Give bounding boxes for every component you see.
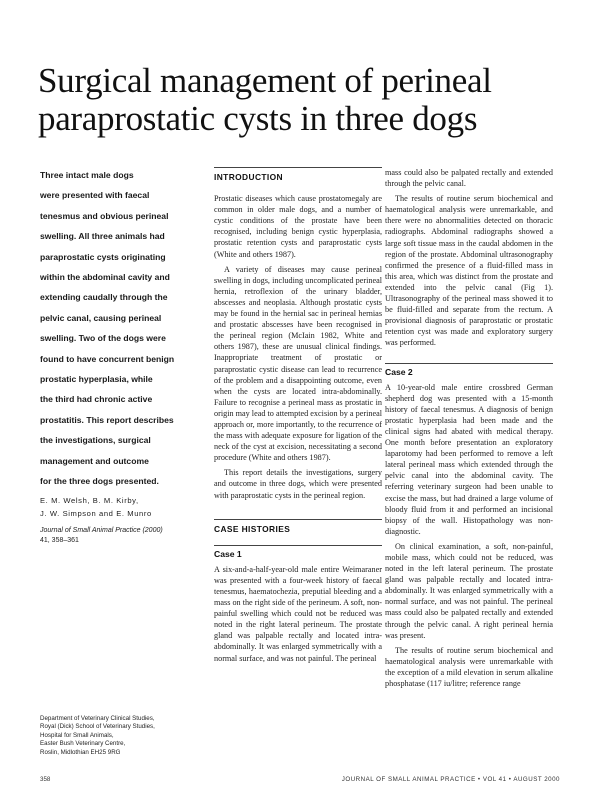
affiliation-line: Easter Bush Veterinary Centre, xyxy=(40,740,126,748)
abstract xyxy=(40,165,210,492)
abstract-line: for the three dogs presented. xyxy=(40,476,159,487)
authors-line-1: E. M. Welsh, B. M. Kirby, xyxy=(40,496,139,505)
abstract-line: paraprostatic cysts originating xyxy=(40,251,166,262)
abstract-line: the third had chronic active xyxy=(40,394,153,405)
citation-journal: Journal of Small Animal Practice (2000) xyxy=(40,527,163,534)
paragraph: A six-and-a-half-year-old male entire Weimaraner was presented with a four-week history of faecal tenesmus, haematochezia, preputial bleeding and a mass on the right side of the perineum. A soft, non-painful swelling which could not be reduced was noted in the right lateral perineum. The prostate gland was palpable rectally and located intra-abdominally. It was enlarged symmetrically with a normal surface, and was not painful. The perineal xyxy=(214,564,382,663)
subsection-rule xyxy=(214,545,382,546)
subsection-rule xyxy=(385,363,553,364)
abstract-line: prostatitis. This report describes xyxy=(40,414,174,425)
abstract-line: within the abdominal cavity and xyxy=(40,272,170,283)
abstract-line: prostatic hyperplasia, while xyxy=(40,374,153,385)
abstract-line: tenesmus and obvious perineal xyxy=(40,210,169,221)
title-line-2: paraprostatic cysts in three dogs xyxy=(38,99,478,138)
case-histories-heading: CASE HISTORIES xyxy=(214,523,291,534)
abstract-line: swelling. All three animals had xyxy=(40,231,165,242)
title-line-1: Surgical management of perineal xyxy=(38,61,492,100)
body-column-2 xyxy=(385,167,553,693)
page-footer xyxy=(40,776,560,786)
paragraph: The results of routine serum biochemical and haematological analysis were unremarkable with the exception of a mild elevation in serum alkaline phosphatase (117 iu/litre; reference range xyxy=(385,645,553,689)
affiliation-line: Royal (Dick) School of Veterinary Studies, xyxy=(40,723,155,731)
paragraph: This report details the investigations, surgery and outcome in three dogs, which were presented with paraprostatic cysts in the perineal region. xyxy=(214,468,382,500)
paragraph: The results of routine serum biochemical and haematological analysis were unremarkable, and there were no abnormalities detected on thoracic radiographs. Abdominal radiographs showed a large soft tissue mass in the caudal abdomen in the region of the prostate. Abdominal ultrasonography confirmed the presence of a fluid-filled mass in this area, which was distinct from the prostate and extended into the pelvic canal (Fig 1). Ultrasonography of the perineal mass showed it to be fluid-filled and separate from the rectum. A provisional diagnosis of paraprostatic or prostatic retention cyst was made and exploratory surgery was performed. xyxy=(385,194,553,348)
page-number: 358 xyxy=(40,776,51,783)
author-list xyxy=(40,494,210,520)
abstract-line: extending caudally through the xyxy=(40,292,168,303)
paragraph: Prostatic diseases which cause prostatomegaly are common in older male dogs, and a number of cystic conditions of the prostate have been recognised, including benign cystic hyperplasia, prostatic retention cysts and paraprostatic cysts (White and others 1987). xyxy=(214,194,382,259)
case-1-heading: Case 1 xyxy=(214,548,242,559)
abstract-line: swelling. Two of the dogs were xyxy=(40,333,166,344)
case-2-heading: Case 2 xyxy=(385,366,413,377)
affiliation-line: Department of Veterinary Clinical Studies, xyxy=(40,715,155,722)
paragraph: On clinical examination, a soft, non-painful, mobile mass, which could not be reduced, was noted in the left lateral perineum. The prostate gland was palpable rectally and located intra-abdominally. It was enlarged symmetrically with a normal surface, and was not painful. The perineal mass could also be palpated rectally and extended through the pelvic canal. A right perineal hernia was present. xyxy=(385,541,553,640)
citation xyxy=(40,526,210,546)
introduction-heading: INTRODUCTION xyxy=(214,172,284,182)
article-title xyxy=(38,62,578,138)
abstract-line: found to have concurrent benign xyxy=(40,353,175,364)
affiliation-line: Hospital for Small Animals, xyxy=(40,731,114,739)
body-column-1 xyxy=(214,167,382,668)
authors-line-2: J. W. Simpson and E. Munro xyxy=(40,509,152,518)
affiliation xyxy=(40,715,210,757)
journal-info: JOURNAL OF SMALL ANIMAL PRACTICE • VOL 41 • AUGUST 2000 xyxy=(341,776,560,783)
abstract-line: the investigations, surgical xyxy=(40,435,151,446)
abstract-line: management and outcome xyxy=(40,455,149,466)
citation-ref: 41, 358–361 xyxy=(40,537,79,544)
abstract-line: pelvic canal, causing perineal xyxy=(40,312,162,323)
paragraph: mass could also be palpated rectally and extended through the pelvic canal. xyxy=(385,168,553,189)
section-rule xyxy=(214,519,382,520)
paragraph: A variety of diseases may cause perineal swelling in dogs, including uncomplicated perineal hernia, retroflexion of the urinary bladder, abscesses and neoplasia. Although prostatic cysts may be found in the hernial sac in perineal hernias and prostatic abscesses have been recognised in the perineal region (McIain 1982, White and others 1987), these are unusual clinical findings. Inappropriate treatment of prostatic or paraprostatic cystic disease can lead to recurrence of the problem and a disappointing outcome, even when the cysts are located intra-abdominally. Failure to recognise a perineal mass as prostatic in origin may lead to attempted excision by a perineal approach or, more importantly, to the recurrence of the mass with adequate exposure for ligation of the neck of the cyst at excision, necessitating a second procedure (White and others 1987). xyxy=(214,264,382,463)
abstract-line: Three intact male dogs xyxy=(40,170,134,180)
paragraph: A 10-year-old male entire crossbred German shepherd dog was presented with a 15-month history of faecal tenesmus. A diagnosis of benign prostatic hyperplasia had been made and the clinical signs had abated with medical therapy. One month before presentation an exploratory laparotomy had been performed to remove a left lateral perineal mass which extended through the pelvic canal into the abdominal cavity. The referring veterinary surgeon had been unable to excise the mass, but had drained a large volume of bloody fluid from it and performed an incisional biopsy of the wall. Histopathology was non-diagnostic. xyxy=(385,382,553,536)
section-rule xyxy=(214,167,382,168)
abstract-line: were presented with faecal xyxy=(40,190,150,201)
affiliation-line: Roslin, Midlothian EH25 9RG xyxy=(40,748,121,756)
